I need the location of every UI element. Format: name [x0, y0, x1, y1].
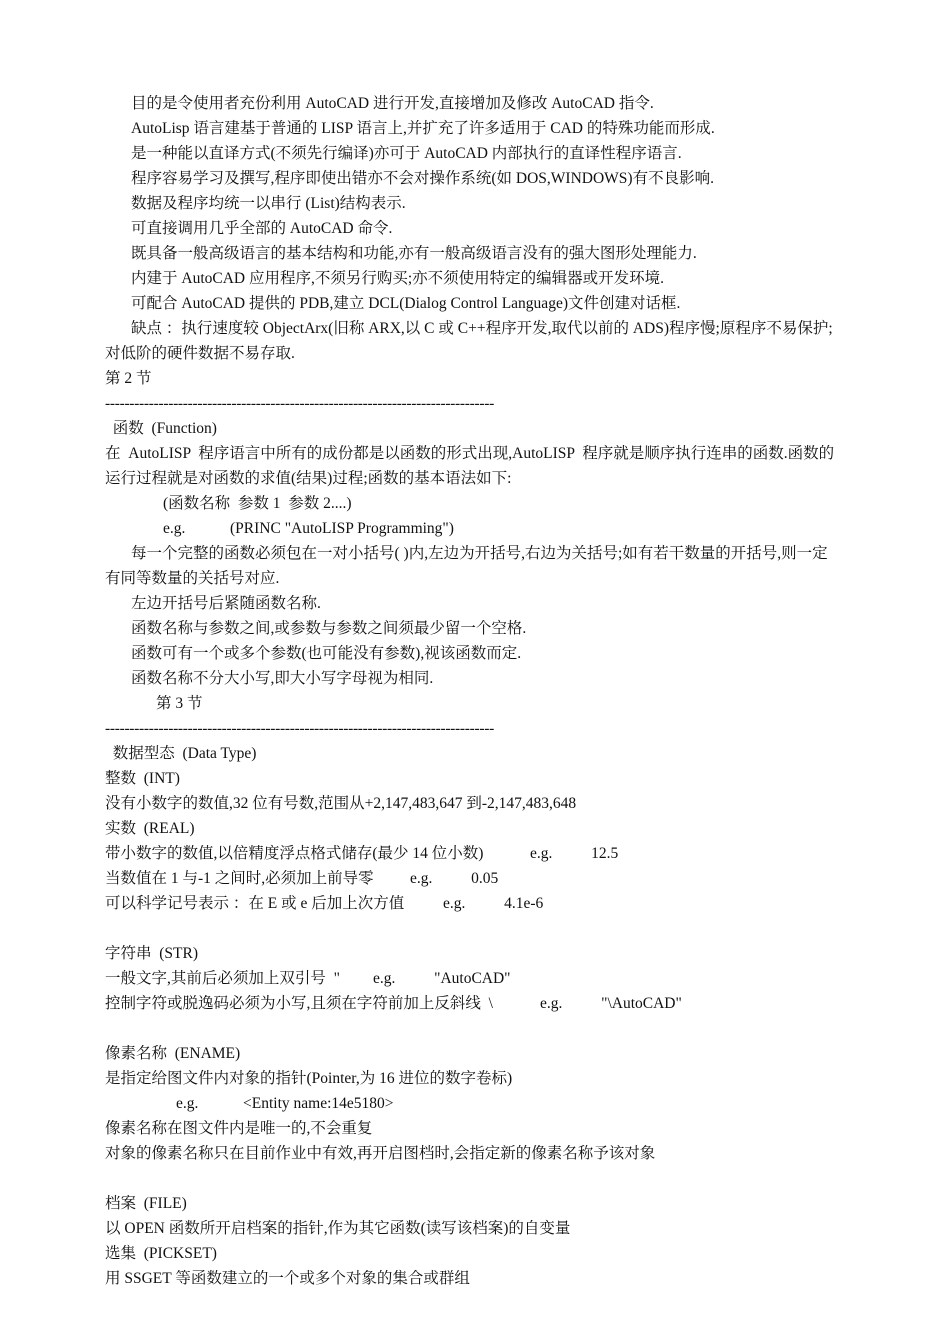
file-desc: 以 OPEN 函数所开启档案的指针,作为其它函数(读写该档案)的自变量 — [105, 1220, 571, 1237]
intro-line-10: 缺点 ：执行速度较 ObjectArx(旧称 ARX,以 C 或 C++程序开发,取代以前的 ADS)程序慢;原程序不易保护; — [131, 320, 833, 337]
intro-line-2: AutoLisp 语言建基于普通的 LISP 语言上,并扩充了许多适用于 CAD 的特殊功能而形成. — [131, 120, 715, 137]
ename-desc-2: 像素名称在图文件内是唯一的,不会重复 — [105, 1120, 373, 1137]
function-rule-5: 函数名称不分大小写,即大小写字母视为相同. — [131, 670, 434, 687]
intro-line-5: 数据及程序均统一以串行 (List)结构表示. — [131, 195, 406, 212]
section-2-title: 函数 (Function) — [105, 420, 217, 437]
function-para-line-2: 运行过程就是对函数的求值(结果)过程;函数的基本语法如下: — [105, 470, 512, 487]
function-rule-line-2: 有同等数量的关括号对应. — [105, 570, 280, 587]
pickset-title: 选集 (PICKSET) — [105, 1245, 217, 1262]
function-rule-3: 函数名称与参数之间,或参数与参数之间须最少留一个空格. — [131, 620, 527, 637]
ename-title: 像素名称 (ENAME) — [105, 1045, 241, 1062]
intro-line-6: 可直接调用几乎全部的 AutoCAD 命令. — [131, 220, 393, 237]
section-3-title: 数据型态 (Data Type) — [105, 745, 257, 762]
real-desc-1: 带小数字的数值,以倍精度浮点格式储存(最少 14 位小数) — [105, 845, 484, 862]
section-3-divider: -------------------------------------------------------------------------------- — [105, 720, 494, 737]
real-desc-3: 可以科学记号表示 ：在 E 或 e 后加上次方值 — [105, 895, 405, 912]
intro-line-1: 目的是令使用者充份利用 AutoCAD 进行开发,直接增加及修改 AutoCAD 指令. — [131, 95, 654, 112]
function-example-code: (PRINC "AutoLISP Programming") — [230, 520, 454, 537]
str-desc-2: 控制字符或脱逸码必须为小写,且须在字符前加上反斜线 \ — [105, 995, 493, 1012]
intro-line-11: 对低阶的硬件数据不易存取. — [105, 345, 295, 362]
ename-desc-3: 对象的像素名称只在目前作业中有效,再开启图档时,会指定新的像素名称予该对象 — [105, 1145, 656, 1162]
section-2-divider: -------------------------------------------------------------------------------- — [105, 395, 494, 412]
ename-desc-1: 是指定给图文件内对象的指针(Pointer,为 16 进位的数字卷标) — [105, 1070, 513, 1087]
function-rule-4: 函数可有一个或多个参数(也可能没有参数),视该函数而定. — [131, 645, 522, 662]
intro-line-3: 是一种能以直译方式(不须先行编译)亦可于 AutoCAD 内部执行的直译性程序语言. — [131, 145, 682, 162]
section-2-heading: 第 2 节 — [105, 370, 152, 387]
intro-line-4: 程序容易学习及撰写,程序即使出错亦不会对操作系统(如 DOS,WINDOWS)有不良影响. — [131, 170, 714, 187]
int-title: 整数 (INT) — [105, 770, 180, 787]
function-syntax: (函数名称 参数 1 参数 2....) — [163, 495, 352, 512]
real-example-1: e.g. 12.5 — [530, 845, 619, 862]
str-desc-1: 一般文字,其前后必须加上双引号 " — [105, 970, 340, 987]
intro-line-8: 内建于 AutoCAD 应用程序,不须另行购买;亦不须使用特定的编辑器或开发环境. — [131, 270, 665, 287]
int-desc: 没有小数字的数值,32 位有号数,范围从+2,147,483,647 到-2,147,483,648 — [105, 795, 577, 812]
str-title: 字符串 (STR) — [105, 945, 199, 962]
function-example-label: e.g. — [163, 520, 186, 537]
ename-example-label: e.g. — [176, 1095, 199, 1112]
section-3-heading: 第 3 节 — [156, 695, 203, 712]
real-desc-2: 当数值在 1 与-1 之间时,必须加上前导零 — [105, 870, 374, 887]
function-rule-2: 左边开括号后紧随函数名称. — [131, 595, 321, 612]
real-example-3: e.g. 4.1e-6 — [443, 895, 544, 912]
real-example-2: e.g. 0.05 — [410, 870, 499, 887]
real-title: 实数 (REAL) — [105, 820, 195, 837]
pickset-desc: 用 SSGET 等函数建立的一个或多个对象的集合或群组 — [105, 1270, 470, 1287]
intro-line-9: 可配合 AutoCAD 提供的 PDB,建立 DCL(Dialog Control Language)文件创建对话框. — [131, 295, 681, 312]
function-rule-line-1: 每一个完整的函数必须包在一对小括号( )内,左边为开括号,右边为关括号;如有若干数量的开括号,则一定 — [131, 545, 828, 562]
ename-example: <Entity name:14e5180> — [243, 1095, 394, 1112]
file-title: 档案 (FILE) — [105, 1195, 187, 1212]
str-example-2: e.g. "\AutoCAD" — [540, 995, 682, 1012]
intro-line-7: 既具备一般高级语言的基本结构和功能,亦有一般高级语言没有的强大图形处理能力. — [131, 245, 697, 262]
str-example-1: e.g. "AutoCAD" — [373, 970, 511, 987]
function-para-line-1: 在 AutoLISP 程序语言中所有的成份都是以函数的形式出现,AutoLISP 程序就是顺序执行连串的函数.函数的 — [105, 445, 835, 462]
